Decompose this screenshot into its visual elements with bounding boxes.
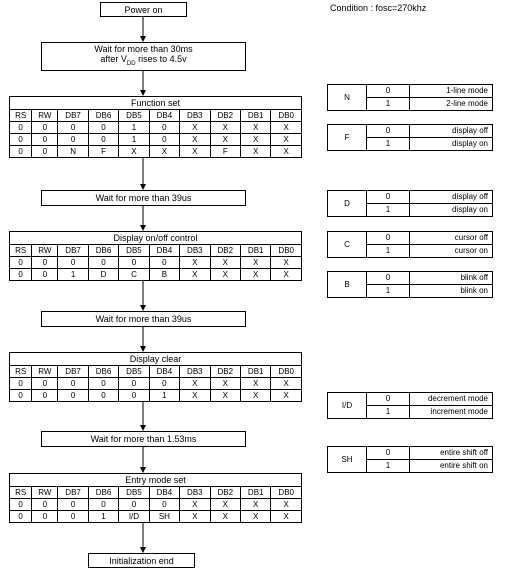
column-header: DB3 (180, 110, 210, 122)
column-header: DB2 (210, 366, 240, 378)
column-header: DB0 (271, 110, 302, 122)
table-cell: 0 (10, 257, 32, 269)
legend-bit: 0 (367, 125, 410, 138)
table-row (10, 122, 302, 134)
legend-description: cursor on (410, 245, 493, 258)
wait-153ms-box (41, 431, 246, 447)
table-cell: 0 (149, 499, 179, 511)
column-header: DB4 (149, 366, 179, 378)
table-row (10, 499, 302, 511)
table-cell: X (180, 122, 210, 134)
table-cell: X (210, 390, 240, 402)
legend-description: increment mode (410, 406, 493, 419)
table-cell: 1 (119, 134, 149, 146)
column-header: DB0 (271, 366, 302, 378)
column-header: RS (10, 245, 32, 257)
table-header-row (10, 245, 302, 257)
table-cell: X (240, 390, 270, 402)
legend-description: display off (410, 191, 493, 204)
table-cell: 0 (88, 378, 118, 390)
table-cell: 0 (10, 390, 32, 402)
column-header: DB5 (119, 366, 149, 378)
wait-30ms-pre: after V (100, 54, 127, 65)
table-cell: X (271, 390, 302, 402)
column-header: DB5 (119, 245, 149, 257)
column-header: DB6 (88, 366, 118, 378)
table-cell: F (210, 146, 240, 158)
table-cell: 0 (58, 390, 88, 402)
wait-30ms-line1: Wait for more than 30ms (94, 44, 193, 55)
legend-description: decrement mode (410, 393, 493, 406)
column-header: DB4 (149, 110, 179, 122)
legend-bit: 0 (367, 191, 410, 204)
legend-symbol: N (328, 85, 367, 111)
table-cell: F (88, 146, 118, 158)
legend-symbol: C (328, 232, 367, 258)
legend-bit: 1 (367, 138, 410, 151)
legend-description: display on (410, 204, 493, 217)
column-header: DB1 (240, 110, 270, 122)
table-cell: 0 (32, 390, 58, 402)
legend-description: blink on (410, 285, 493, 298)
table-title: Display clear (10, 353, 302, 366)
table-title: Entry mode set (10, 474, 302, 487)
legend-b (327, 271, 493, 298)
table-cell: 0 (149, 134, 179, 146)
legend-description: 1-line mode (410, 85, 493, 98)
wait-39us-label-1: Wait for more than 39us (95, 193, 192, 203)
wait-39us-box-1 (41, 190, 246, 206)
wait-30ms-box (41, 42, 246, 71)
column-header: RW (32, 245, 58, 257)
table-cell: 0 (58, 134, 88, 146)
function-set-table (9, 96, 302, 158)
column-header: DB1 (240, 366, 270, 378)
table-cell: 0 (10, 499, 32, 511)
table-cell: X (149, 146, 179, 158)
legend-description: display on (410, 138, 493, 151)
table-cell: 0 (32, 257, 58, 269)
condition-label: Condition : fosc=270khz (330, 3, 427, 13)
column-header: DB2 (210, 245, 240, 257)
column-header: DB6 (88, 110, 118, 122)
table-cell: X (271, 499, 302, 511)
column-header: DB7 (58, 110, 88, 122)
table-cell: 0 (32, 122, 58, 134)
table-cell: X (271, 134, 302, 146)
table-cell: 0 (58, 511, 88, 523)
table-cell: X (240, 122, 270, 134)
table-cell: 0 (10, 146, 32, 158)
legend-row (328, 125, 493, 138)
table-header-row (10, 487, 302, 499)
legend-row (328, 232, 493, 245)
legend-symbol: D (328, 191, 367, 217)
legend-description: entire shift on (410, 460, 493, 473)
table-cell: X (271, 257, 302, 269)
power-on-box (100, 2, 187, 17)
table-cell: X (210, 122, 240, 134)
column-header: DB4 (149, 487, 179, 499)
table-cell: SH (149, 511, 179, 523)
wait-30ms-line2 (100, 54, 186, 69)
table-cell: 0 (119, 257, 149, 269)
table-cell: X (180, 499, 210, 511)
table-row (10, 134, 302, 146)
table-cell: X (271, 146, 302, 158)
column-header: DB0 (271, 245, 302, 257)
wait-30ms-post: rises to 4.5v (135, 54, 187, 65)
power-on-label: Power on (124, 4, 163, 15)
table-cell: 0 (10, 134, 32, 146)
table-cell: 1 (119, 122, 149, 134)
legend-f (327, 124, 493, 151)
legend-description: 2-line mode (410, 98, 493, 111)
legend-row (328, 447, 493, 460)
legend-bit: 1 (367, 204, 410, 217)
table-cell: 0 (88, 122, 118, 134)
column-header: DB7 (58, 245, 88, 257)
legend-row (328, 85, 493, 98)
legend-symbol: SH (328, 447, 367, 473)
table-cell: 0 (32, 134, 58, 146)
table-cell: X (180, 511, 210, 523)
initialization-end-label: Initialization end (109, 555, 174, 566)
wait-39us-label-2: Wait for more than 39us (95, 314, 192, 324)
table-cell: 0 (119, 378, 149, 390)
legend-symbol: B (328, 272, 367, 298)
table-cell: X (119, 146, 149, 158)
legend-row (328, 393, 493, 406)
table-cell: 0 (32, 146, 58, 158)
column-header: DB3 (180, 245, 210, 257)
column-header: DB2 (210, 487, 240, 499)
legend-symbol: I/D (328, 393, 367, 419)
legend-symbol: F (328, 125, 367, 151)
column-header: DB5 (119, 110, 149, 122)
table-cell: X (180, 269, 210, 281)
display-clear-table (9, 352, 302, 402)
column-header: RW (32, 487, 58, 499)
table-title: Function set (10, 97, 302, 110)
column-header: RS (10, 487, 32, 499)
column-header: RS (10, 366, 32, 378)
column-header: DB2 (210, 110, 240, 122)
column-header: DB7 (58, 487, 88, 499)
table-cell: 0 (149, 257, 179, 269)
legend-i-d (327, 392, 493, 419)
table-cell: X (240, 146, 270, 158)
legend-row (328, 191, 493, 204)
table-cell: X (240, 269, 270, 281)
table-cell: X (210, 257, 240, 269)
legend-d (327, 190, 493, 217)
table-cell: 0 (10, 511, 32, 523)
entry-mode-set-table (9, 473, 302, 523)
table-cell: X (210, 499, 240, 511)
legend-bit: 0 (367, 232, 410, 245)
table-cell: 0 (10, 378, 32, 390)
table-cell: X (210, 511, 240, 523)
table-row (10, 146, 302, 158)
table-cell: 0 (10, 122, 32, 134)
table-cell: 0 (149, 378, 179, 390)
table-cell: 0 (10, 269, 32, 281)
legend-bit: 1 (367, 245, 410, 258)
table-cell: X (271, 269, 302, 281)
table-row (10, 378, 302, 390)
table-cell: X (240, 257, 270, 269)
table-row (10, 390, 302, 402)
legend-bit: 0 (367, 85, 410, 98)
legend-bit: 0 (367, 393, 410, 406)
initialization-end-box (88, 553, 195, 568)
table-cell: X (240, 499, 270, 511)
table-cell: X (271, 511, 302, 523)
column-header: DB5 (119, 487, 149, 499)
table-row (10, 257, 302, 269)
table-cell: X (240, 511, 270, 523)
table-cell: 0 (88, 134, 118, 146)
column-header: DB1 (240, 487, 270, 499)
table-cell: 1 (58, 269, 88, 281)
column-header: DB4 (149, 245, 179, 257)
column-header: DB1 (240, 245, 270, 257)
table-cell: 0 (58, 257, 88, 269)
table-cell: 0 (88, 390, 118, 402)
legend-bit: 1 (367, 460, 410, 473)
table-cell: 0 (119, 499, 149, 511)
table-cell: 0 (32, 499, 58, 511)
legend-n (327, 84, 493, 111)
table-cell: X (180, 390, 210, 402)
table-cell: X (180, 257, 210, 269)
legend-bit: 0 (367, 447, 410, 460)
display-onoff-table (9, 231, 302, 281)
table-header-row (10, 366, 302, 378)
table-cell: 0 (58, 499, 88, 511)
table-row (10, 269, 302, 281)
table-cell: X (210, 269, 240, 281)
column-header: DB6 (88, 487, 118, 499)
column-header: DB3 (180, 487, 210, 499)
table-cell: D (88, 269, 118, 281)
table-cell: C (119, 269, 149, 281)
table-cell: 0 (58, 122, 88, 134)
table-cell: X (271, 122, 302, 134)
table-cell: 1 (88, 511, 118, 523)
table-cell: 1 (149, 390, 179, 402)
table-cell: X (180, 134, 210, 146)
table-cell: 0 (149, 122, 179, 134)
legend-bit: 1 (367, 406, 410, 419)
table-cell: 0 (88, 257, 118, 269)
legend-c (327, 231, 493, 258)
table-cell: N (58, 146, 88, 158)
table-cell: B (149, 269, 179, 281)
legend-description: display off (410, 125, 493, 138)
legend-description: blink off (410, 272, 493, 285)
table-cell: I/D (119, 511, 149, 523)
wait-39us-box-2 (41, 311, 246, 327)
table-cell: 0 (32, 269, 58, 281)
table-row (10, 511, 302, 523)
table-cell: X (210, 378, 240, 390)
column-header: RS (10, 110, 32, 122)
column-header: DB7 (58, 366, 88, 378)
table-cell: 0 (58, 378, 88, 390)
column-header: DB0 (271, 487, 302, 499)
table-header-row (10, 110, 302, 122)
column-header: RW (32, 366, 58, 378)
table-cell: X (180, 378, 210, 390)
legend-bit: 1 (367, 285, 410, 298)
table-cell: 0 (32, 511, 58, 523)
legend-bit: 1 (367, 98, 410, 111)
table-title: Display on/off control (10, 232, 302, 245)
table-cell: 0 (32, 378, 58, 390)
table-cell: X (210, 134, 240, 146)
table-cell: 0 (88, 499, 118, 511)
vdd-subscript: DD (126, 60, 136, 67)
table-cell: X (240, 378, 270, 390)
wait-153ms-label: Wait for more than 1.53ms (90, 434, 197, 444)
column-header: DB3 (180, 366, 210, 378)
column-header: RW (32, 110, 58, 122)
table-cell: X (240, 134, 270, 146)
legend-description: cursor off (410, 232, 493, 245)
legend-row (328, 272, 493, 285)
table-cell: X (180, 146, 210, 158)
legend-bit: 0 (367, 272, 410, 285)
column-header: DB6 (88, 245, 118, 257)
table-cell: 0 (119, 390, 149, 402)
legend-sh (327, 446, 493, 473)
legend-description: entire shift off (410, 447, 493, 460)
table-cell: X (271, 378, 302, 390)
